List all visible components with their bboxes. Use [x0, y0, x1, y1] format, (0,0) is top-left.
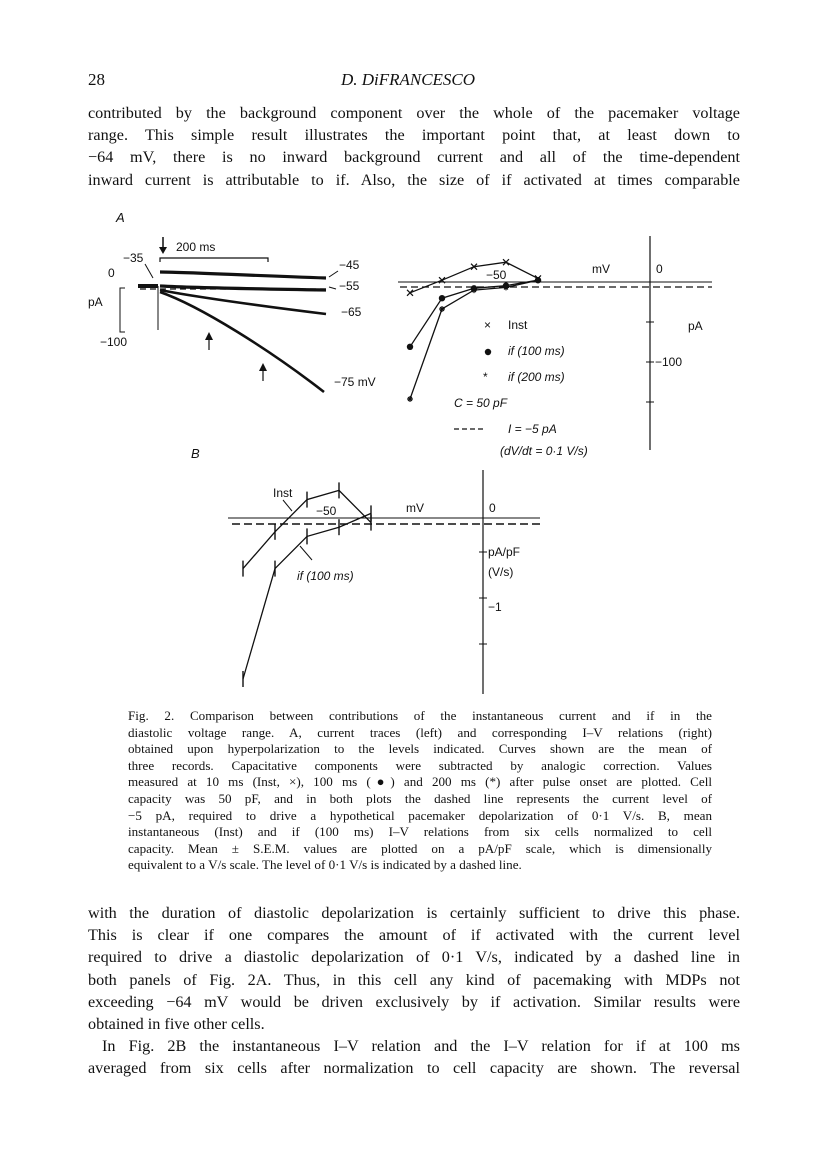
iv-a-pa-label: pA [688, 319, 703, 333]
text-line: In Fig. 2B the instantaneous I–V relation and the I–V relation for if at 100 ms [102, 1037, 740, 1056]
iv-b-vs-label: (V/s) [488, 565, 514, 579]
caption-line: capacity. Mean ± S.E.M. values are plotted on a pA/pF scale, which is dimensionally [128, 840, 712, 856]
trace-label-pointer [329, 287, 336, 289]
trace-label-pointer [329, 271, 338, 277]
time-scale-label: 200 ms [176, 240, 216, 254]
text-line: −64 mV, there is no inward background current and all of the time-dependent [88, 148, 740, 167]
legend-if200: if (200 ms) [508, 370, 565, 384]
iv-b-papf-label: pA/pF [488, 545, 521, 559]
panel-b-label: B [191, 446, 200, 461]
caption-line: capacity was 50 pF, and in both plots the dashed line represents the current level of [128, 790, 712, 806]
iv-a-minus100-label: −100 [655, 355, 683, 369]
trace-minus45 [160, 272, 326, 278]
iv-b-inst-label: Inst [273, 486, 293, 500]
current-scale-bar [120, 288, 125, 332]
caption-line: obtained upon hyperpolarization to the levels indicated. Curves shown are the mean of [128, 741, 712, 757]
data-point-cross [407, 290, 413, 296]
legend-x-marker: × [484, 318, 492, 332]
caption-line: measured at 10 ms (Inst, ×), 100 ms (●) and 200 ms (*) after pulse onset are plotted. Cell [128, 774, 712, 790]
minus35-pointer [145, 264, 153, 278]
if-pointer [300, 546, 312, 560]
trace-zero-label: 0 [108, 266, 115, 280]
iv-b-minus50-label: −50 [316, 504, 337, 518]
caption-line: −5 pA, required to drive a hypothetical pacemaker depolarization of 0·1 V/s. B, mean [128, 807, 712, 823]
legend-dot-marker [485, 349, 491, 355]
trace-label-minus75: −75 mV [334, 375, 376, 389]
trace-minus35-label: −35 [123, 251, 144, 265]
trace-minus100-label: −100 [100, 335, 128, 349]
iv-a-zero-label: 0 [656, 262, 663, 276]
iv-a-mv-label: mV [592, 262, 610, 276]
legend-current-level: I = −5 pA [508, 422, 557, 436]
page-number: 28 [88, 70, 105, 89]
iv-a-minus50-label: −50 [486, 268, 507, 282]
caption-line: equivalent to a V/s scale. The level of 0·1 V/s is indicated by a dashed line. [128, 857, 522, 873]
running-title: D. DiFRANCESCO [340, 70, 476, 89]
text-line: both panels of Fig. 2A. Thus, in this cell any kind of pacemaking with MDPs not [88, 970, 740, 989]
current-traces [88, 237, 376, 392]
legend-inst: Inst [508, 318, 528, 332]
iv-b-mv-label: mV [406, 501, 424, 515]
caption-line: three records. Capacitative components were subtracted by analogic correction. Values [128, 757, 712, 773]
iv-b-if100-label: if (100 ms) [297, 569, 354, 583]
arrow-200ms-head [259, 363, 267, 371]
iv-plot-b [228, 470, 540, 694]
figure-caption [128, 708, 712, 874]
text-line: contributed by the background component over the whole of the pacemaker voltage [88, 104, 740, 122]
trace-pa-label: pA [88, 295, 103, 309]
data-point-dot [407, 344, 413, 350]
trace-label-minus45: −45 [339, 258, 360, 272]
caption-line: instantaneous (Inst) and if (100 ms) I–V relations from six cells normalized to cell [128, 824, 712, 840]
text-line: obtained in five other cells. [88, 1015, 265, 1034]
data-point-star [439, 306, 445, 312]
caption-line: Fig. 2. Comparison between contributions of the instantaneous current and if in the [128, 708, 712, 723]
data-point-dot [439, 295, 445, 301]
caption-line: diastolic voltage range. A, current traces (left) and corresponding I–V relations (right) [128, 724, 712, 740]
text-line: inward current is attributable to if. Also, the size of if activated at times comparable [88, 170, 740, 189]
trace-label-minus65: −65 [341, 305, 362, 319]
inst-pointer [283, 500, 292, 511]
trace-label-minus55: −55 [339, 279, 360, 293]
legend-dvdt: (dV/dt = 0·1 V/s) [500, 444, 588, 458]
legend-capacity: C = 50 pF [454, 396, 508, 410]
iv-b-minus1-label: −1 [488, 600, 502, 614]
text-line: required to drive a diastolic depolarization of 0·1 V/s, indicated by a dashed line in [88, 948, 740, 967]
panel-a-label: A [116, 210, 125, 225]
onset-arrowhead [159, 247, 167, 254]
text-line: averaged from six cells after normalization to cell capacity are shown. The reversal [88, 1059, 740, 1078]
text-line: with the duration of diastolic depolarization is certainly sufficient to drive this phase. [88, 904, 740, 922]
trace-minus75 [160, 292, 324, 392]
data-point-star [407, 396, 413, 402]
text-line: This is clear if one compares the amount of if activated with the current level [88, 926, 740, 945]
arrow-100ms-head [205, 332, 213, 340]
time-scale-bar [160, 258, 268, 262]
bottom-paragraph [88, 902, 740, 1080]
legend-star-marker: * [483, 370, 488, 384]
iv-b-zero-label: 0 [489, 501, 496, 515]
text-line: exceeding −64 mV would be driven exclusively by if activation. Similar results were [88, 992, 740, 1011]
legend-if100: if (100 ms) [508, 344, 565, 358]
text-line: range. This simple result illustrates the important point that, at least down to [88, 126, 740, 145]
iv-plot-a [398, 236, 712, 458]
